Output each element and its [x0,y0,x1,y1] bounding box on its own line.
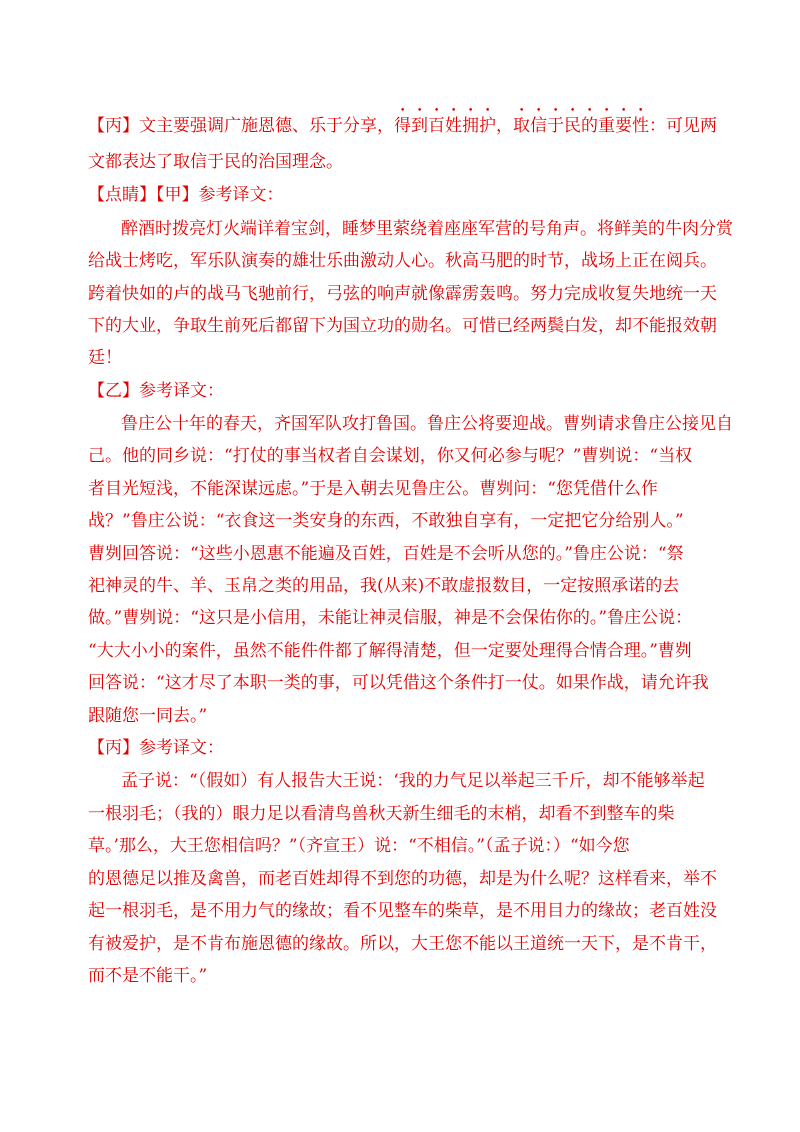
intro-text: ， [496,116,513,136]
jia-line: 跨着快如的卢的战马飞驰前行，弓弦的响声就像霹雳轰鸣。努力完成收复失地统一天 [88,284,717,304]
yi-line: 做。”曹刿说：“这只是小信用，未能让神灵信服，神是不会保佑你的。”鲁庄公说： [88,608,693,628]
bing-heading: 【丙】参考译文： [88,738,224,758]
bing-line: 草。’那么，大王您相信吗？”（齐宣王）说：“不相信。”（孟子说：）“如今您 [88,836,630,856]
yi-line: 曹刿回答说：“这些小恩惠不能遍及百姓，百姓是不会听从您的。”鲁庄公说：“祭 [88,544,684,564]
yi-line: 鲁庄公十年的春天，齐国军队攻打鲁国。鲁庄公将要迎战。曹刿请求鲁庄公接见自 [121,414,733,434]
yi-line: 战？”鲁庄公说：“衣食这一类安身的东西，不敢独自享有，一定把它分给别人。” [88,511,684,531]
bing-line: 孟子说：“（假如）有人报告大王说：‘我的力气足以举起三千斤，却不能够举起 [121,771,705,791]
jia-line: 下的大业，争取生前死后都留下为国立功的勋名。可惜已经两鬓白发，却不能报效朝 [88,316,717,336]
intro-text: 【丙】文主要强调广施恩德、乐于分享， [88,116,394,136]
bing-line: 的恩德足以推及禽兽，而老百姓却得不到您的功德，却是为什么呢？这样看来，举不 [88,869,717,889]
emphasized-phrase: 得到百姓拥护 [394,116,496,136]
yi-line: 回答说：“这才尽了本职一类的事，可以凭借这个条件打一仗。如果作战，请允许我 [88,673,709,693]
yi-line: 祀神灵的牛、羊、玉帛之类的用品，我(从来)不敢虚报数目，一定按照承诺的去 [88,576,680,596]
yi-line: 跟随您一同去。” [88,706,208,726]
intro-line-1 [88,106,717,136]
bing-line: 有被爱护，是不肯布施恩德的缘故。所以，大王您不能以王道统一天下，是不肯干， [88,934,717,954]
emphasized-phrase: 取信于民的重要性 [513,116,649,136]
jia-line: 给战士烤吃，军乐队演奏的雄壮乐曲激动人心。秋高马肥的时节，战场上正在阅兵。 [88,251,717,271]
yi-line: 者目光短浅，不能深谋远虑。”于是入朝去见鲁庄公。曹刿问：“您凭借什么作 [88,479,658,499]
yi-line: 己。他的同乡说：“打仗的事当权者自会谋划，你又何必参与呢？”曹刿说：“当权 [88,446,693,466]
yi-heading: 【乙】参考译文： [88,381,224,401]
bing-line: 而不是不能干。” [88,966,208,986]
jia-line: 醉酒时拨亮灯火端详着宝剑，睡梦里萦绕着座座军营的号角声。将鲜美的牛肉分赏 [121,219,733,239]
bing-line: 起一根羽毛，是不用力气的缘故；看不见整车的柴草，是不用目力的缘故；老百姓没 [88,901,717,921]
bing-line: 一根羽毛；（我的）眼力足以看清鸟兽秋天新生细毛的末梢，却看不到整车的柴 [88,804,675,824]
intro-line-2: 文都表达了取信于民的治国理念。 [88,152,343,172]
dianjing-heading: 【点睛】【甲】参考译文： [88,185,284,205]
yi-line: “大大小小的案件，虽然不能件件都了解得清楚，但一定要处理得合情合理。”曹刿 [88,641,692,661]
jia-line: 廷！ [88,348,122,368]
intro-text: ：可见两 [649,116,717,136]
